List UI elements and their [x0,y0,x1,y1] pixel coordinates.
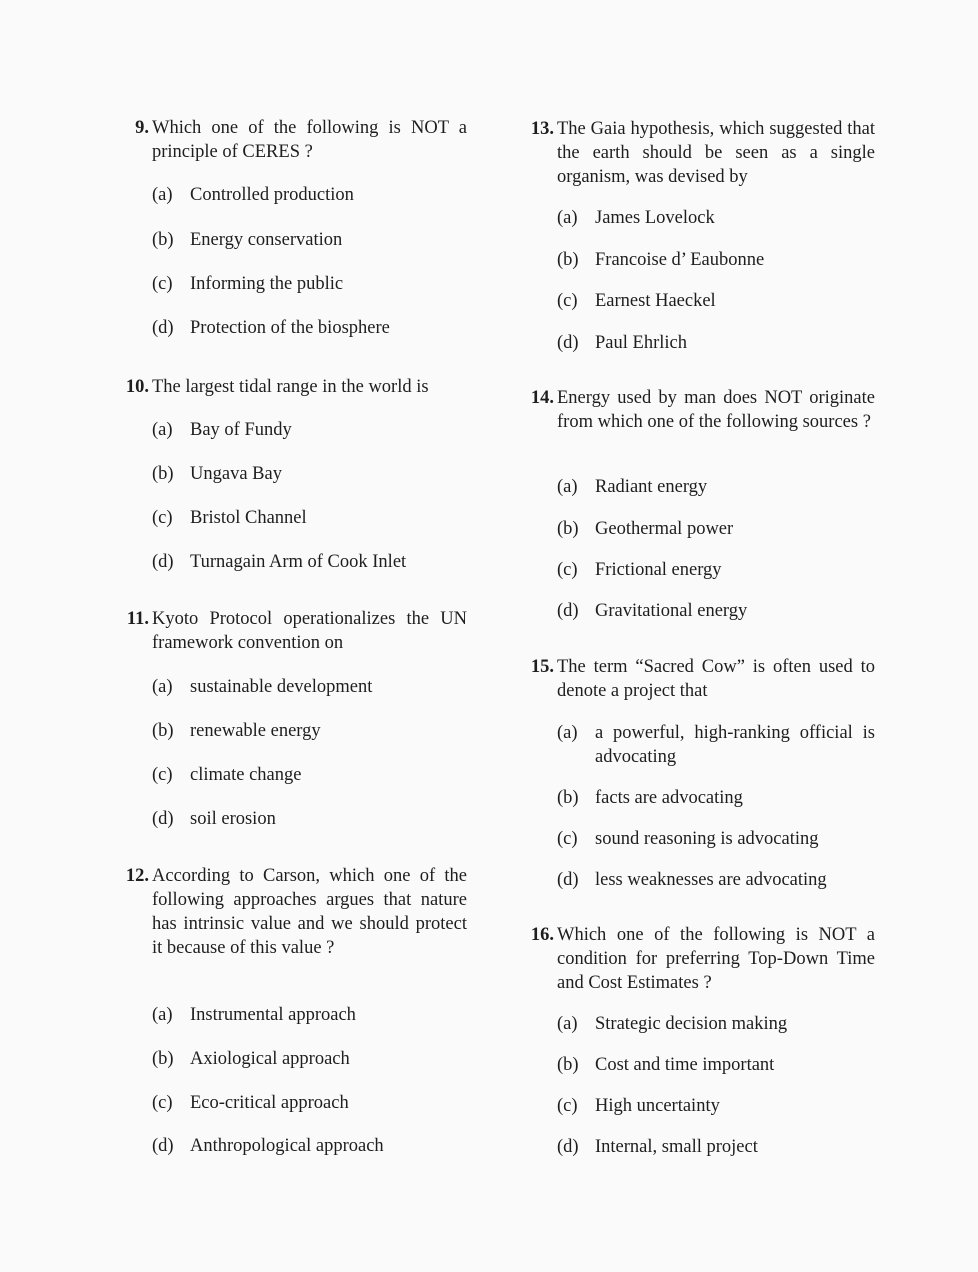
option-text: Anthropological approach [190,1136,384,1156]
option-text: Axiological approach [190,1049,350,1069]
question-text: Kyoto Protocol operationalizes the UN framework convention on [152,609,467,653]
option-text: Energy conservation [190,230,343,250]
option-label: (a) [152,420,173,440]
option-text: a powerful, high-ranking official is advocating [595,723,875,767]
option-label: (a) [557,723,578,743]
question-text: The largest tidal range in the world is [152,377,429,397]
option-text: Eco-critical approach [190,1093,349,1113]
option-label: (b) [557,250,579,270]
question-text: The Gaia hypothesis, which suggested that the earth should be seen as a single organism, was devised by [557,119,875,187]
option-text: Geothermal power [595,519,734,539]
question-text: Energy used by man does NOT originate from which one of the following sources ? [557,388,875,432]
option-label: (b) [152,721,174,741]
option-label: (a) [152,1005,173,1025]
question-number: 11. [126,609,149,629]
question-text: The term “Sacred Cow” is often used to denote a project that [557,657,875,701]
question-number: 16. [530,925,554,945]
option-label: (d) [557,601,579,621]
option-label: (b) [557,519,579,539]
option-label: (c) [152,274,173,294]
question-text: According to Carson, which one of the following approaches argues that nature has intrinsic value and we should protect it because of this value ? [152,866,467,958]
option-text: Bay of Fundy [190,420,292,440]
option-text: soil erosion [190,809,276,829]
option-text: sound reasoning is advocating [595,829,819,849]
option-label: (a) [152,677,173,697]
option-label: (a) [557,208,578,228]
question-number: 15. [530,657,554,677]
option-text: Internal, small project [595,1137,758,1157]
option-label: (d) [152,809,174,829]
option-text: Cost and time important [595,1055,775,1075]
option-label: (b) [557,1055,579,1075]
question-text: Which one of the following is NOT a principle of CERES ? [152,118,467,162]
option-label: (c) [152,765,173,785]
option-label: (c) [152,1093,173,1113]
option-label: (a) [152,185,173,205]
option-text: Earnest Haeckel [595,291,716,311]
option-label: (b) [152,464,174,484]
option-text: Radiant energy [595,477,708,497]
option-text: less weaknesses are advocating [595,870,827,890]
option-text: Bristol Channel [190,508,307,528]
option-text: renewable energy [190,721,321,741]
option-label: (d) [152,318,174,338]
question-text: Which one of the following is NOT a condition for preferring Top-Down Time and Cost Estimates ? [557,925,875,993]
option-text: sustainable development [190,677,373,697]
option-label: (d) [152,1136,174,1156]
option-label: (c) [557,560,578,580]
option-label: (d) [152,552,174,572]
option-label: (d) [557,1137,579,1157]
option-text: Frictional energy [595,560,722,580]
option-label: (c) [557,1096,578,1116]
option-label: (d) [557,333,579,353]
option-text: Protection of the biosphere [190,318,390,338]
option-label: (d) [557,870,579,890]
option-label: (b) [152,230,174,250]
option-label: (c) [557,829,578,849]
option-label: (a) [557,1014,578,1034]
option-text: High uncertainty [595,1096,720,1116]
option-text: Informing the public [190,274,344,294]
option-text: Paul Ehrlich [595,333,687,353]
option-text: Francoise d’ Eaubonne [595,250,765,270]
question-number: 10. [125,377,149,397]
option-text: Gravitational energy [595,601,748,621]
option-text: Instrumental approach [190,1005,356,1025]
option-label: (c) [557,291,578,311]
option-label: (c) [152,508,173,528]
option-text: James Lovelock [595,208,715,228]
option-text: Controlled production [190,185,354,205]
option-text: Turnagain Arm of Cook Inlet [190,552,407,572]
question-number: 14. [530,388,554,408]
option-text: Strategic decision making [595,1014,788,1034]
option-text: facts are advocating [595,788,743,808]
option-label: (b) [557,788,579,808]
question-number: 13. [530,119,554,139]
option-text: climate change [190,765,302,785]
option-text: Ungava Bay [190,464,282,484]
option-label: (b) [152,1049,174,1069]
question-number: 9. [135,118,149,138]
question-number: 12. [125,866,149,886]
option-label: (a) [557,477,578,497]
